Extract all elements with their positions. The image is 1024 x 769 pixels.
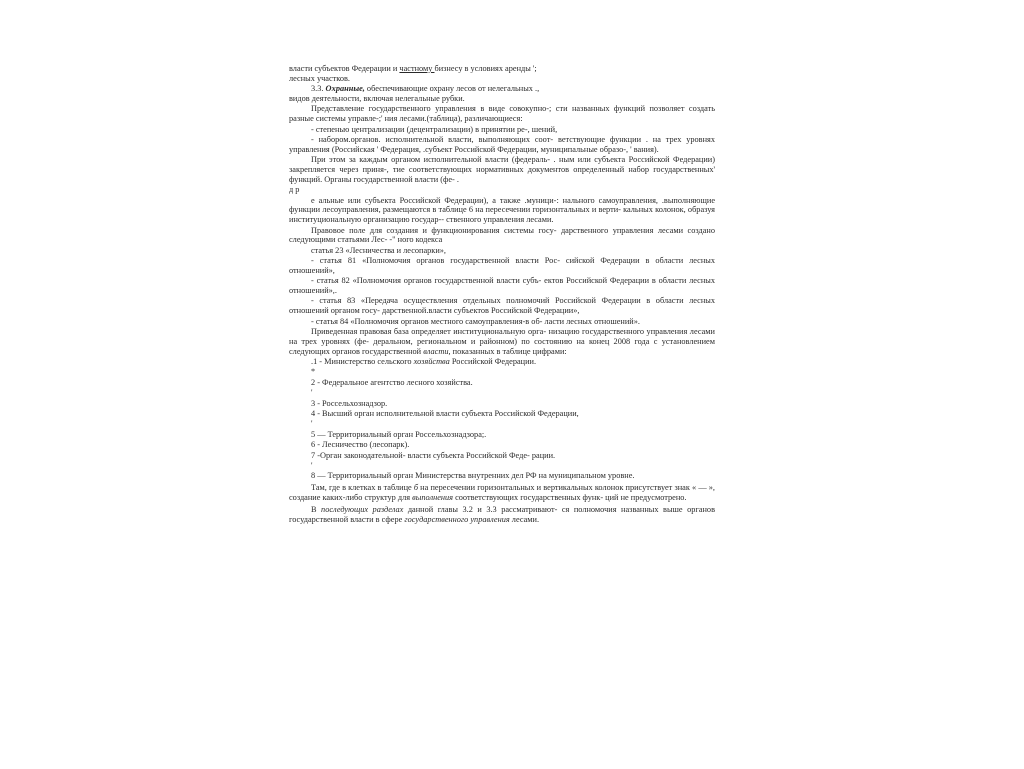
italic-word: б (413, 483, 419, 493)
list-item-5: 5 — Территориальный орган Россельхознадзора;. (311, 429, 487, 439)
stray-mark: ' (311, 460, 313, 470)
text-run: данной главы 3.2 и 3.3 рассматривают- ся полномочия названных выше органов государственной власти в сфере (289, 504, 716, 524)
list-item-3: 3 - Россельхознадзор. (311, 398, 388, 408)
text-run: В (311, 504, 322, 514)
text-run: .1 - Министерство сельского (311, 357, 414, 367)
article-84: - статья 84 «Полномочия органов местного самоуправления-в об- ласти лесных отношений». (311, 316, 640, 326)
emphasis-term: Охранные, (325, 84, 365, 94)
text-run: показанных в таблице цифрами: (450, 346, 567, 356)
italic-word: государственного управления (404, 514, 510, 524)
list-item-6: 6 - Лесничество (лесопарк). (311, 440, 410, 450)
paragraph-legal-base (289, 327, 715, 356)
italic-word: выполнения (412, 492, 454, 502)
italic-word: власти, (423, 346, 451, 356)
paragraph-subsequent (289, 505, 715, 525)
text-run: Приведенная правовая база определяет институциональную орга- низацию государственного управления лесами на трех уровнях (фе- деральном, региональном и районном) по состоянию на конец 2008 года с установлением следующих органов государственной (289, 327, 715, 356)
list-item-7: 7 -Орган законодательной- власти субъекта Российской Феде- рации. (311, 450, 556, 460)
list-item-8: 8 — Территориальный орган Министерства внутренних дел РФ на муниципальном уровне. (311, 471, 635, 481)
text-run: лесных участков. (289, 73, 351, 83)
paragraph-representation: Представление государственного управления в виде совокупно-; сти названных функций позволяет создать разные системы управле-;' ния лесами.(таблица), различающиеся: (289, 104, 715, 124)
text-run: бизнесу в условиях аренды '; (434, 64, 537, 73)
paragraph-1 (289, 64, 715, 84)
paragraph-federal: е альные или субъекта Российской Федерации), а также .муници-: нального самоуправления, .выполняющие функции лесоуправления, размещаются в таблице 6 на пересечении горизонтальных и верти- кальных колонок, образуя институциональную организацию государ-- ственного управления лесами. (289, 195, 715, 225)
stray-mark: ' (311, 419, 313, 429)
document-body (289, 64, 715, 525)
text-run: соответствующих государственных функ- ций не предусмотрено. (453, 492, 687, 502)
article-23: статья 23 «Лесничества и лесопарки», (311, 245, 446, 255)
paragraph-3-3 (289, 84, 715, 104)
text-run: обеспечивающие охрану лесов от нелегальных ., (364, 84, 540, 94)
paragraph-dash-sign (289, 483, 715, 503)
text-run: Российской Федерации. (449, 357, 537, 367)
italic-word: хозяйства (413, 357, 450, 367)
paragraph-legal-field: Правовое поле для создания и функционирования системы госу- дарственного управления лесами создано следующими статьями Лес- -" ного кодекса (289, 225, 715, 245)
list-item-4: 4 - Высший орган исполнительной власти субъекта Российской Федерации, (311, 408, 579, 418)
list-item-1 (289, 357, 715, 367)
stray-mark: * (311, 367, 316, 377)
paragraph-organs-set: - набором.органов. исполнительной власти, выполняющих соот- ветствующие функции . на трех уровнях управления (Российская ' Федерация, .субъект Российской Федерации, муниципальные образо-, ' вания). (289, 134, 715, 154)
text-run: Там, где в клетках в таблице (311, 483, 414, 493)
paragraph-centralization: - степенью централизации (децентрализации) в принятии ре-, шений, (311, 124, 558, 134)
article-81: - статья 81 «Полномочия органов государственной власти Рос- сийской Федерации в области лесных отношений», (289, 256, 715, 275)
article-82: - статья 82 «Полномочия органов государственной власти субъ- ектов Российской Федерации в области лесных отношений»,. (289, 276, 715, 296)
underlined-word: частному (399, 64, 435, 73)
stray-mark: ' (311, 388, 313, 398)
stray-fragment: д р (289, 185, 300, 195)
paragraph-each-organ: При этом за каждым органом исполнительной власти (федераль- . ным или субъекта Российской Федерации) закрепляется через приня-, тие соответствующих нормативных документов определенный набор государственных' функций. Органы государственной власти (фе- . (289, 155, 715, 184)
italic-word: последующих разделах (321, 504, 404, 514)
text-run: власти субъектов Федерации и (289, 64, 400, 73)
text-run: видов деятельности, включая нелегальные рубки. (289, 93, 465, 103)
text-run: лесами. (509, 514, 540, 524)
list-item-2: 2 - Федеральное агентство лесного хозяйства. (311, 377, 473, 387)
text-run: на пересечении горизонтальных и вертикальных колонок присутствует знак « — », создание каких-либо структур для (289, 483, 715, 502)
section-number: 3.3. (311, 84, 326, 94)
article-83: - статья 83 «Передача осуществления отдельных полномочий Российской Федерации в области лесных отношений органом госу- дарственной.власти субъектов Российской Федерации», (289, 296, 715, 316)
